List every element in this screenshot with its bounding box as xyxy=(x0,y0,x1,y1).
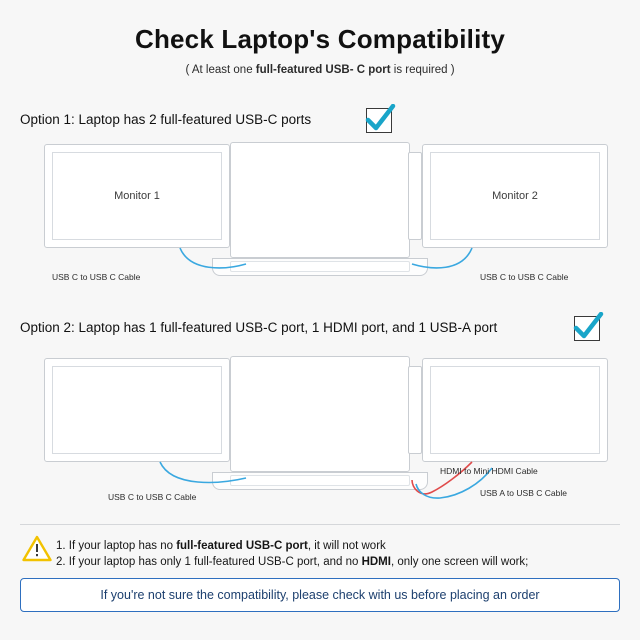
note-1-prefix: 1. If your laptop has no xyxy=(56,540,177,552)
option-1-cable-label-right: USB C to USB C Cable xyxy=(480,272,569,282)
option-1-diagram xyxy=(40,144,600,284)
monitor-2-label: Monitor 2 xyxy=(492,190,538,202)
subtitle-suffix: is required ) xyxy=(390,64,455,76)
divider xyxy=(20,524,620,525)
option-1-label: Option 1: Laptop has 2 full-featured USB-C ports xyxy=(20,112,312,127)
footer-callout xyxy=(20,578,620,612)
page-title: Check Laptop's Compatibility xyxy=(134,24,506,54)
option-1-cable-label-left: USB C to USB C Cable xyxy=(52,272,141,282)
note-line-2 xyxy=(56,556,528,568)
page-subtitle xyxy=(0,64,640,76)
subtitle-strong: full-featured USB- C port xyxy=(255,64,391,76)
note-2-prefix: 2. If your laptop has only 1 full-featured USB-C port, and no xyxy=(56,556,362,568)
option-2-label: Option 2: Laptop has 1 full-featured USB-C port, 1 HDMI port, and 1 USB-A port xyxy=(20,320,498,335)
option-2-cable-label-usbc: USB C to USB C Cable xyxy=(108,492,197,502)
option-2-checkbox[interactable] xyxy=(574,316,600,341)
option-2-diagram xyxy=(40,358,600,508)
note-1-strong: full-featured USB-C port xyxy=(176,540,308,552)
note-line-1 xyxy=(56,540,386,552)
note-1-suffix: , it will not work xyxy=(307,540,386,552)
warning-triangle-icon xyxy=(22,535,52,562)
footer-text: If you're not sure the compatibility, please check with us before placing an order xyxy=(100,588,540,602)
monitor-1-label: Monitor 1 xyxy=(114,190,160,202)
note-2-strong: HDMI xyxy=(361,556,391,568)
subtitle-prefix: ( At least one xyxy=(185,64,256,76)
note-2-suffix: , only one screen will work; xyxy=(390,556,529,568)
option-1-checkbox[interactable] xyxy=(366,108,392,133)
option-2-cable-label-usba: USB A to USB C Cable xyxy=(480,488,567,498)
option-2-cable-label-hdmi: HDMI to Mini HDMI Cable xyxy=(440,466,538,476)
